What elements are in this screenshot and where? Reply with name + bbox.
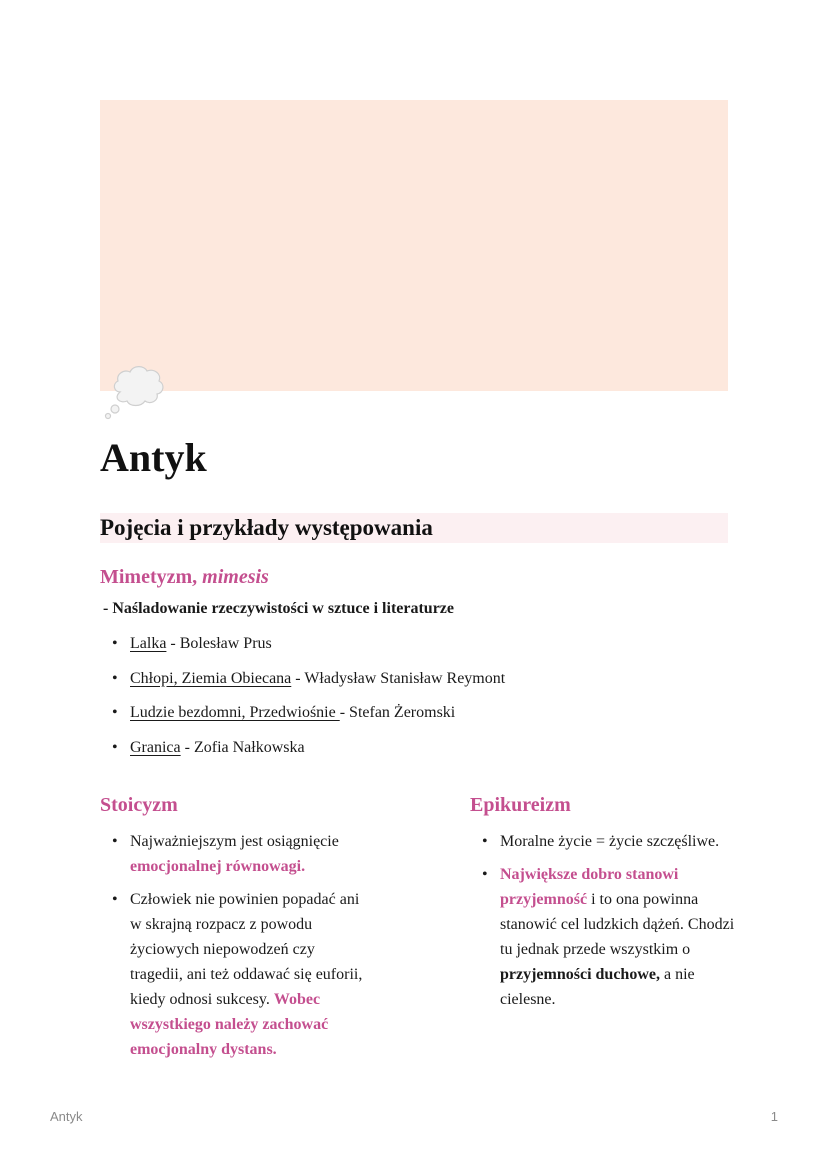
epikureizm-heading: Epikureizm [470, 794, 571, 816]
page-title: Antyk [100, 435, 207, 480]
stoicyzm-list [100, 829, 370, 1062]
bullet: • [112, 739, 118, 757]
epikureizm-item-2-end: a nie cielesne. [500, 966, 695, 1008]
list-item [100, 887, 370, 1062]
epikureizm-list [470, 829, 740, 1012]
bullet: • [112, 635, 118, 652]
epikureizm-item-2-highlight: Największe dobro stanowi przyjemność [500, 866, 679, 908]
work-title: Granica [130, 739, 181, 757]
list-item [100, 736, 740, 760]
list-item [100, 632, 740, 656]
mimetyzm-heading-text: Mimetyzm, [100, 566, 203, 588]
list-item [470, 862, 740, 1012]
bullet: • [112, 704, 118, 722]
list-item [470, 829, 740, 854]
bullet: • [112, 833, 118, 850]
footer-page-number: 1 [770, 1109, 778, 1124]
epikureizm-column [470, 792, 740, 1020]
cover-banner [100, 100, 728, 391]
thought-bubble-icon [104, 362, 166, 420]
list-item [100, 829, 370, 879]
bullet: • [482, 833, 488, 850]
footer-document-title: Antyk [50, 1109, 83, 1124]
work-title: Lalka [130, 635, 167, 652]
list-item [100, 667, 740, 691]
mimetyzm-examples-list [100, 632, 740, 771]
work-author: - Stefan Żeromski [339, 704, 456, 722]
list-item [100, 701, 740, 725]
stoicyzm-column [100, 792, 370, 1070]
epikureizm-item-2-text: i to ona powinna stanowić cel ludzkich dążeń. Chodzi tu jednak przede wszystkim o [500, 891, 735, 958]
epikureizm-item-2-bold: przyjemności duchowe, [500, 966, 660, 983]
work-author: - Zofia Nałkowska [180, 739, 305, 757]
work-title: Ludzie bezdomni, Przedwiośnie [130, 704, 340, 722]
bullet: • [112, 669, 118, 687]
work-title: Chłopi, Ziemia Obiecana [130, 669, 292, 687]
section-heading: Pojęcia i przykłady występowania [100, 515, 433, 540]
stoicyzm-heading: Stoicyzm [100, 794, 178, 816]
bullet: • [482, 866, 488, 883]
mimetyzm-heading-italic: mimesis [202, 566, 269, 588]
stoicyzm-item-2-highlight: Wobec wszystkiego należy zachować emocjonalny dystans. [130, 991, 329, 1058]
mimetyzm-heading [100, 564, 269, 590]
stoicyzm-item-2-text: Człowiek nie powinien popadać ani w skrajną rozpacz z powodu życiowych niepowodzeń czy tragedii, ani też oddawać się euforii, kiedy odnosi sukcesy. [130, 891, 363, 1008]
stoicyzm-item-1-text: Najważniejszym jest osiągnięcie [130, 833, 339, 850]
mimetyzm-definition: - Naśladowanie rzeczywistości w sztuce i literaturze [103, 600, 454, 617]
stoicyzm-item-1-highlight: emocjonalnej równowagi. [130, 858, 306, 875]
work-author: - Władysław Stanisław Reymont [291, 669, 506, 687]
bullet: • [112, 891, 118, 908]
work-author: - Bolesław Prus [166, 635, 272, 652]
epikureizm-item-1-text: Moralne życie = życie szczęśliwe. [500, 833, 720, 850]
